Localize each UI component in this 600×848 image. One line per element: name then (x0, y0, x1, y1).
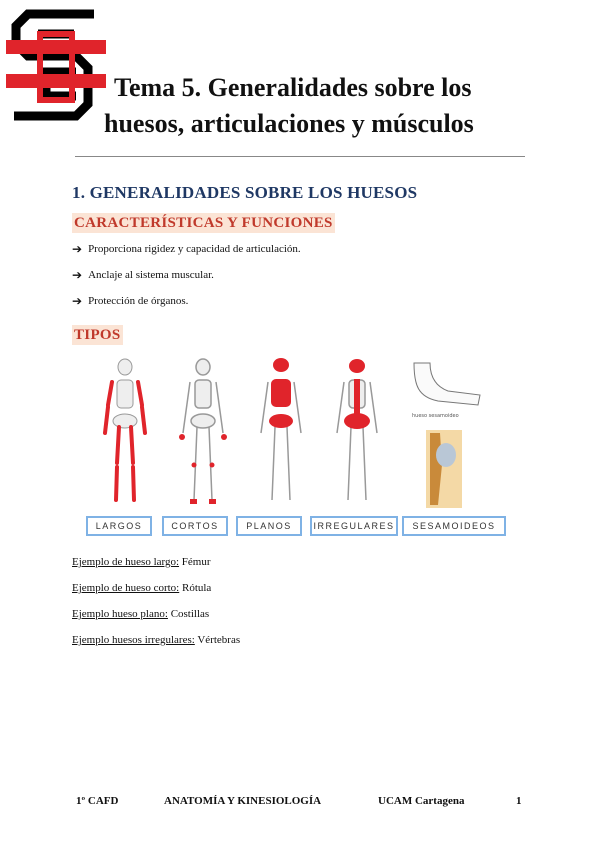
right-arrow-icon: ➔ (72, 268, 83, 282)
example-label: Ejemplo hueso plano: (72, 608, 168, 620)
example-item (72, 579, 532, 605)
page-number: 1 (516, 795, 522, 807)
title-line-1: Tema 5. Generalidades sobre los (114, 73, 472, 102)
skeleton-irregular-bones-image (322, 355, 392, 510)
example-item (72, 553, 532, 579)
type-button-planos[interactable]: PLANOS (236, 516, 302, 536)
example-label: Ejemplo de hueso largo: (72, 556, 180, 568)
example-item (72, 631, 532, 657)
list-item (72, 236, 532, 262)
feature-text: Proporciona rigidez y capacidad de articulación. (88, 243, 301, 255)
types-subheading: TIPOS (74, 327, 121, 343)
ucam-logo (6, 6, 106, 124)
skeleton-long-bones-image (90, 355, 160, 510)
example-label: Ejemplo huesos irregulares: (72, 634, 195, 646)
footer-course: 1º CAFD (76, 795, 119, 807)
feature-text: Protección de órganos. (88, 295, 189, 307)
right-arrow-icon: ➔ (72, 242, 83, 256)
footer-subject: ANATOMÍA Y KINESIOLOGÍA (164, 795, 322, 807)
list-item (72, 288, 532, 314)
inset-caption: hueso sesamoideo (412, 413, 459, 419)
title-line-2: huesos, articulaciones y músculos (104, 109, 474, 138)
example-value: Vértebras (194, 634, 241, 646)
example-value: Rótula (179, 582, 212, 594)
bone-types-figure (82, 355, 512, 540)
skeleton-short-bones-image (168, 355, 238, 510)
example-value: Costillas (167, 608, 210, 620)
section-heading: 1. GENERALIDADES SOBRE LOS HUESOS (72, 183, 418, 202)
type-button-largos[interactable]: LARGOS (86, 516, 152, 536)
example-label: Ejemplo de hueso corto: (72, 582, 180, 594)
example-value: Fémur (179, 556, 211, 568)
sesamoid-bones-image (408, 355, 484, 510)
page-footer (76, 795, 526, 813)
skeleton-flat-bones-image (246, 355, 316, 510)
feature-text: Anclaje al sistema muscular. (88, 269, 214, 281)
type-button-irregulares[interactable]: IRREGULARES (310, 516, 398, 536)
type-button-sesamoideos[interactable]: SESAMOIDEOS (402, 516, 506, 536)
title-divider (75, 156, 525, 157)
features-subheading: CARACTERÍSTICAS Y FUNCIONES (74, 215, 333, 231)
footer-institution: UCAM Cartagena (378, 795, 465, 807)
examples-list (72, 553, 532, 657)
example-item (72, 605, 532, 631)
type-button-cortos[interactable]: CORTOS (162, 516, 228, 536)
list-item (72, 262, 532, 288)
features-list (72, 236, 532, 314)
right-arrow-icon: ➔ (72, 294, 83, 308)
page-title (104, 70, 544, 142)
